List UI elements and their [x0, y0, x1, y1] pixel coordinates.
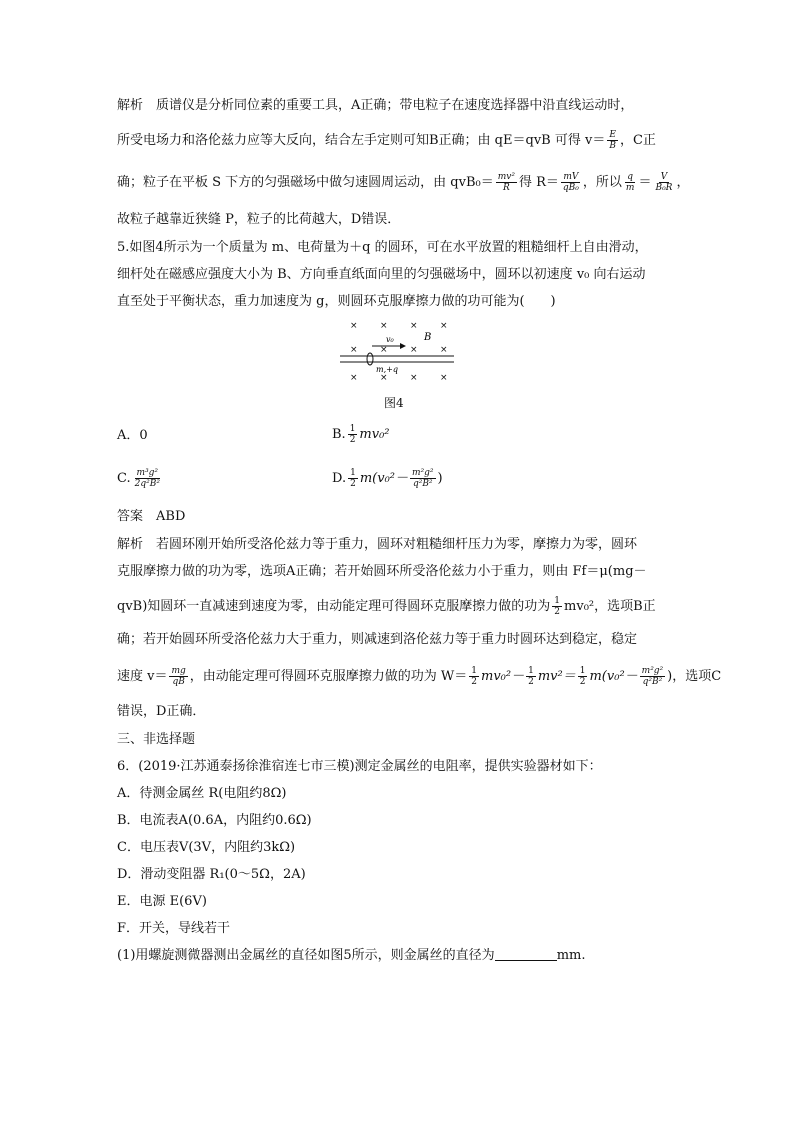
option-d — [332, 468, 443, 489]
svg-text:×: × — [380, 321, 388, 331]
fraction — [348, 424, 358, 445]
option-c — [117, 468, 164, 489]
answer-blank[interactable] — [495, 948, 557, 961]
ring-label: m,+q — [376, 365, 398, 374]
option-label: C. — [117, 471, 131, 486]
figure-4-diagram — [332, 316, 462, 386]
fraction-numerator: m²g² — [641, 666, 664, 676]
text-segment: 得 R＝ — [518, 175, 559, 190]
fraction-numerator: m²g² — [412, 468, 434, 478]
analysis-2-line-4: 确；若开始圆环所受洛伦兹力大于重力，则减速到洛伦兹力等于重力时圆环达到稳定，稳定 — [117, 632, 638, 647]
fraction-numerator: 1 — [350, 468, 356, 478]
svg-text:×: × — [350, 321, 358, 331]
fraction — [561, 172, 581, 193]
analysis-1-line-3 — [117, 172, 689, 193]
question-5-line-2: 细杆处在磁感应强度大小为 B、方向垂直纸面向里的匀强磁场中，圆环以初速度 v₀ 向右运动 — [117, 267, 646, 282]
fraction-denominator: 2 — [471, 677, 478, 687]
analysis-2-line-3 — [117, 596, 656, 617]
fraction-denominator: R — [502, 183, 510, 193]
velocity-label: v₀ — [386, 335, 394, 344]
analysis-1-line-2 — [117, 130, 656, 151]
fraction — [133, 468, 162, 489]
analysis-2-line-2: 克服摩擦力做的功为零，选项A正确；若开始圆环所受洛伦兹力小于重力，则由 Ff＝μ(mg－ — [117, 564, 647, 579]
q6-item-d: D．滑动变阻器 R₁(0～5Ω，2A) — [117, 867, 306, 882]
fraction-denominator: qB₀ — [562, 183, 579, 193]
analysis-1-line-4: 故粒子越靠近狭缝 P，粒子的比荷越大，D错误． — [117, 212, 401, 227]
svg-text:×: × — [380, 345, 388, 355]
option-label: D. — [332, 471, 347, 486]
option-expression: mv₀² — [359, 427, 390, 442]
question-5-line-1: 5.如图4所示为一个质量为 m、电荷量为＋q 的圆环，可在水平放置的粗糙细杆上自由滑动， — [117, 240, 648, 255]
fraction-numerator: 1 — [528, 666, 534, 676]
fraction-denominator: 2 — [350, 479, 356, 489]
fraction-numerator: 1 — [554, 596, 561, 606]
fraction-numerator: mg — [171, 666, 186, 676]
fraction-numerator: mV — [563, 172, 579, 182]
fraction-numerator: 1 — [349, 424, 356, 434]
fraction — [469, 666, 479, 687]
fraction — [526, 666, 536, 687]
fraction-denominator: 2 — [579, 677, 586, 687]
fraction-numerator: 1 — [579, 666, 586, 676]
fraction-numerator: q — [627, 172, 634, 182]
svg-text:×: × — [350, 373, 358, 383]
text-segment: ，C正 — [619, 133, 656, 148]
fraction — [348, 468, 358, 489]
magnetic-field-crosses — [350, 321, 448, 383]
q6-item-e: E．电源 E(6V) — [117, 894, 207, 909]
fraction-denominator: qB — [172, 677, 185, 687]
text-segment: ， — [676, 175, 690, 190]
svg-text:×: × — [440, 321, 448, 331]
fraction — [552, 596, 562, 617]
option-expression-close: ) — [437, 471, 443, 486]
text-segment: mv₀²－ — [481, 669, 525, 684]
svg-text:×: × — [410, 321, 418, 331]
answer-line: 答案 ABD — [117, 509, 186, 524]
fraction — [653, 172, 674, 193]
option-label: B. — [332, 427, 346, 442]
analysis-2-line-1: 解析 若圆环刚开始所受洛伦兹力等于重力，圆环对粗糙细杆压力为零，摩擦力为零，圆环 — [117, 537, 638, 552]
figure-4-caption: 图4 — [384, 396, 404, 410]
fraction — [640, 666, 666, 687]
fraction — [624, 172, 637, 193]
section-heading: 三、非选择题 — [117, 732, 196, 747]
fraction — [410, 468, 436, 489]
fraction-denominator: 2 — [349, 435, 356, 445]
text-segment: ＝ — [638, 175, 652, 190]
text-segment: 所受电场力和洛伦兹力应等大反向，结合左手定则可知B正确；由 qE＝qvB 可得 v＝ — [117, 133, 606, 148]
fraction-denominator: 2 — [528, 677, 534, 687]
fraction-numerator: mv² — [497, 172, 515, 182]
fraction — [169, 666, 187, 687]
fraction-denominator: m — [625, 183, 635, 193]
text-segment: qvB)知圆环一直减速到速度为零，由动能定理可得圆环克服摩擦力做的功为 — [117, 599, 551, 614]
text-segment: )，选项C — [667, 669, 722, 684]
fraction-denominator: B — [609, 141, 616, 151]
option-b — [332, 424, 390, 445]
text-segment: 确；粒子在平板 S 下方的匀强磁场中做匀速圆周运动，由 qvB₀＝ — [117, 175, 494, 190]
fraction-numerator: E — [609, 130, 616, 140]
ring-icon — [367, 353, 373, 365]
text-segment: ，由动能定理可得圆环克服摩擦力做的功为 W＝ — [189, 669, 468, 684]
q6-item-c: C．电压表V(3V，内阻约3kΩ) — [117, 840, 296, 855]
fraction-denominator: q²B² — [412, 479, 433, 489]
q6-item-a: A．待测金属丝 R(电阻约8Ω) — [117, 786, 287, 801]
svg-text:×: × — [410, 345, 418, 355]
q6-item-f: F．开关，导线若干 — [117, 921, 231, 936]
arrow-head-icon — [400, 343, 406, 349]
fraction — [578, 666, 588, 687]
field-label: B — [424, 332, 432, 343]
fraction-denominator: B₀R — [655, 183, 673, 193]
option-expression: m(v₀²－ — [359, 471, 408, 486]
fraction-denominator: q²B² — [642, 677, 663, 687]
q6-sub-1 — [117, 946, 585, 966]
fraction-numerator: V — [660, 172, 668, 182]
svg-text:×: × — [440, 373, 448, 383]
text-segment: mm. — [556, 948, 586, 963]
svg-text:×: × — [440, 345, 448, 355]
svg-text:×: × — [380, 373, 388, 383]
fraction-numerator: 1 — [471, 666, 478, 676]
q6-item-b: B．电流表A(0.6A，内阻约0.6Ω) — [117, 813, 312, 828]
fraction-denominator: 2q²B² — [134, 479, 160, 489]
text-segment: m(v₀²－ — [589, 669, 638, 684]
text-segment: 速度 v＝ — [117, 669, 168, 684]
analysis-2-line-6: 错误，D正确． — [117, 704, 206, 719]
analysis-2-line-5 — [117, 666, 721, 687]
svg-text:×: × — [410, 373, 418, 383]
text-segment: ，所以 — [582, 175, 622, 190]
text-segment: (1)用螺旋测微器测出金属丝的直径如图5所示，则金属丝的直径为 — [117, 948, 495, 963]
option-a: A．0 — [117, 428, 148, 443]
svg-text:×: × — [350, 345, 358, 355]
fraction-numerator: m³g² — [136, 468, 159, 478]
question-6-line-1: 6．(2019·江苏通泰扬徐淮宿连七市三模)测定金属丝的电阻率，提供实验器材如下： — [117, 759, 602, 774]
text-segment: mv₀²，选项B正 — [564, 599, 656, 614]
fraction — [496, 172, 517, 193]
fraction-denominator: 2 — [554, 607, 561, 617]
analysis-1-line-1: 解析 质谱仪是分析同位素的重要工具，A正确；带电粒子在速度选择器中沿直线运动时， — [117, 98, 634, 113]
question-5-line-3: 直至处于平衡状态，重力加速度为 g，则圆环克服摩擦力做的功可能为( ) — [117, 294, 556, 309]
text-segment: mv²＝ — [537, 669, 576, 684]
fraction — [607, 130, 618, 151]
